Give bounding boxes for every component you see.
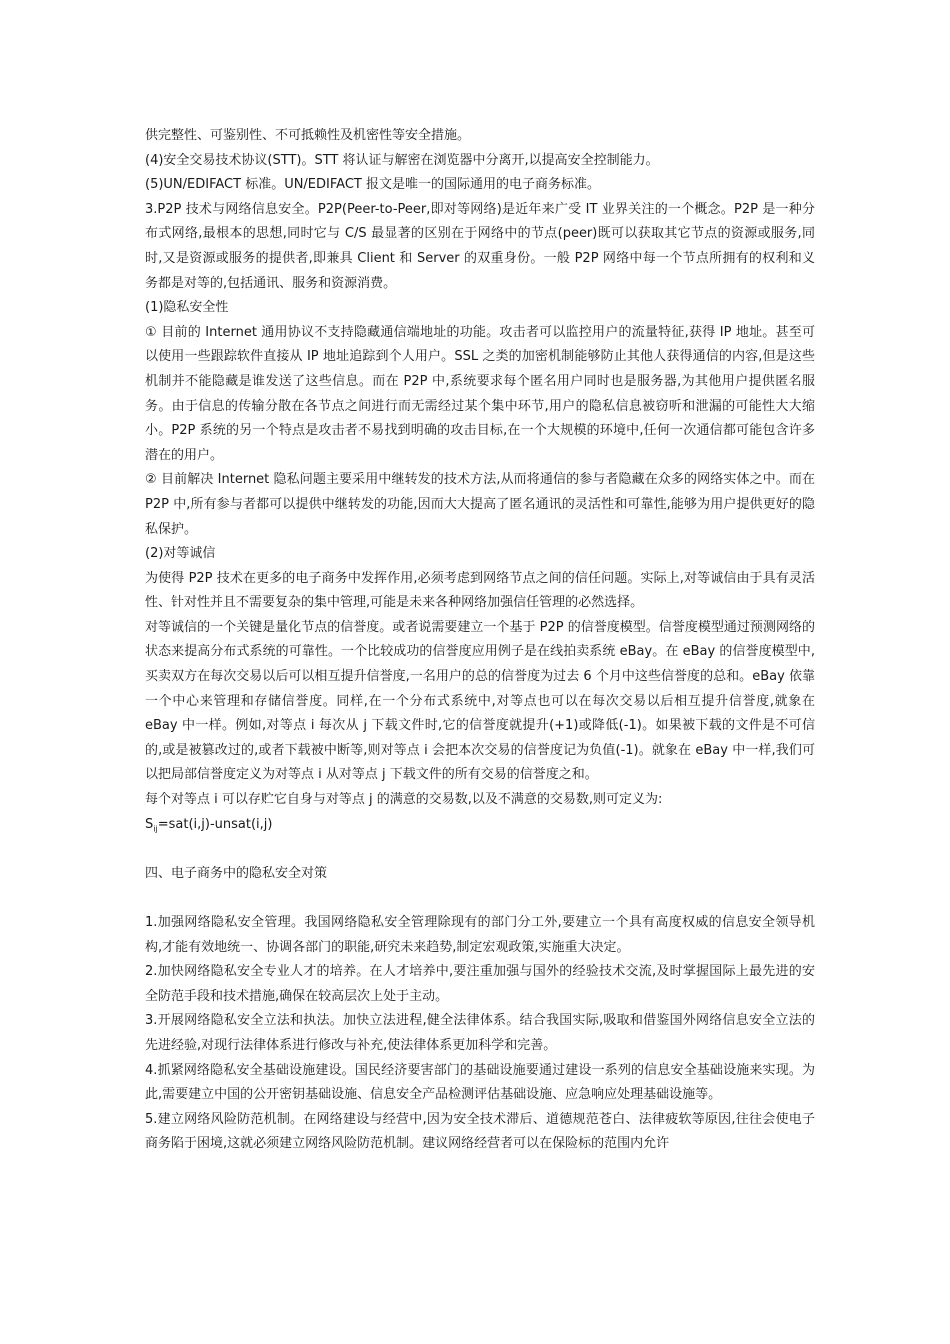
formula (145, 813, 815, 838)
formula-lhs: S (145, 816, 154, 832)
paragraph: 对等诚信的一个关键是量化节点的信誉度。或者说需要建立一个基于 P2P 的信誉度模型。信誉度模型通过预测网络的状态来提高分布式系统的可靠性。一个比较成功的信誉度应用例子是在线拍卖系统 eBay。在 eBay 的信誉度模型中,买卖双方在每次交易以后可以相互提升信誉度,一名用户的总的信誉度为过去 6 个月中这些信誉度的总和。eBay 依靠一个中心来管理和存储信誉度。同样,在一个分布式系统中,对等点也可以在每次交易以后相互提升信誉度,就象在 eBay 中一样。例如,对等点 i 每次从 j 下载文件时,它的信誉度就提升(+1)或降低(-1)。如果被下载的文件是不可信的,或是被篡改过的,或者下载被中断等,则对等点 i 会把本次交易的信誉度记为负值(-1)。就象在 eBay 中一样,我们可以把局部信誉度定义为对等点 i 从对等点 j 下载文件的所有交易的信誉度之和。 (145, 619, 815, 783)
subheading: (2)对等诚信 (145, 546, 216, 562)
paragraph: 4.抓紧网络隐私安全基础设施建设。国民经济要害部门的基础设施要通过建设一系列的信息安全基础设施来实现。为此,需要建立中国的公开密钥基础设施、信息安全产品检测评估基础设施、应急响应处理基础设施等。 (145, 1062, 815, 1103)
subheading: (1)隐私安全性 (145, 300, 229, 316)
paragraph: (5)UN/EDIFACT 标准。UN/EDIFACT 报文是唯一的国际通用的电子商务标准。 (145, 177, 600, 193)
paragraph: 5.建立网络风险防范机制。在网络建设与经营中,因为安全技术滞后、道德规范苍白、法律疲软等原因,往往会使电子商务陷于困境,这就必须建立网络风险防范机制。建议网络经营者可以在保险标的范围内允许 (145, 1111, 815, 1152)
paragraph: 供完整性、可鉴别性、不可抵赖性及机密性等安全措施。 (145, 128, 471, 143)
document-page (145, 124, 815, 1157)
paragraph: ② 目前解决 Internet 隐私问题主要采用中继转发的技术方法,从而将通信的参与者隐藏在众多的网络实体之中。而在 P2P 中,所有参与者都可以提供中继转发的功能,因而大大提高了匿名通讯的灵活性和可靠性,能够为用户提供更好的隐私保护。 (145, 472, 815, 537)
paragraph: 3.P2P 技术与网络信息安全。P2P(Peer-to-Peer,即对等网络)是近年来广受 IT 业界关注的一个概念。P2P 是一种分布式网络,最根本的思想,同时它与 C/S 最显著的区别在于网络中的节点(peer)既可以获取其它节点的资源或服务,同时,又是资源或服务的提供者,即兼具 Client 和 Server 的双重身份。一般 P2P 网络中每一个节点所拥有的权利和义务都是对等的,包括通讯、服务和资源消费。 (145, 201, 815, 291)
paragraph: (4)安全交易技术协议(STT)。STT 将认证与解密在浏览器中分离开,以提高安全控制能力。 (145, 152, 659, 168)
paragraph: 每个对等点 i 可以存贮它自身与对等点 j 的满意的交易数,以及不满意的交易数,则可定义为: (145, 792, 663, 808)
paragraph: ① 目前的 Internet 通用协议不支持隐藏通信端地址的功能。攻击者可以监控用户的流量特征,获得 IP 地址。甚至可以使用一些跟踪软件直接从 IP 地址追踪到个人用户。SSL 之类的加密机制能够防止其他人获得通信的内容,但是这些机制并不能隐藏是谁发送了这些信息。而在 P2P 中,系统要求每个匿名用户同时也是服务器,为其他用户提供匿名服务。由于信息的传输分散在各节点之间进行而无需经过某个集中环节,用户的隐私信息被窃听和泄漏的可能性大大缩小。P2P 系统的另一个特点是攻击者不易找到明确的攻击目标,在一个大规模的环境中,任何一次通信都可能包含许多潜在的用户。 (145, 324, 815, 463)
paragraph: 2.加快网络隐私安全专业人才的培养。在人才培养中,要注重加强与国外的经验技术交流,及时掌握国际上最先进的安全防范手段和技术措施,确保在较高层次上处于主动。 (145, 964, 815, 1004)
paragraph: 为使得 P2P 技术在更多的电子商务中发挥作用,必须考虑到网络节点之间的信任问题。实际上,对等诚信由于具有灵活性、针对性并且不需要复杂的集中管理,可能是未来各种网络加强信任管理的必然选择。 (145, 570, 815, 611)
paragraph: 1.加强网络隐私安全管理。我国网络隐私安全管理除现有的部门分工外,要建立一个具有高度权威的信息安全领导机构,才能有效地统一、协调各部门的职能,研究未来趋势,制定宏观政策,实施重大决定。 (145, 915, 815, 955)
spacer (145, 886, 815, 911)
spacer (145, 837, 815, 862)
formula-subscript: ij (153, 824, 158, 834)
paragraph: 3.开展网络隐私安全立法和执法。加快立法进程,健全法律体系。结合我国实际,吸取和借鉴国外网络信息安全立法的先进经验,对现行法律体系进行修改与补充,使法律体系更加科学和完善。 (145, 1013, 815, 1053)
section-heading: 四、电子商务中的隐私安全对策 (145, 865, 328, 881)
formula-rhs: =sat(i,j)-unsat(i,j) (157, 816, 273, 832)
